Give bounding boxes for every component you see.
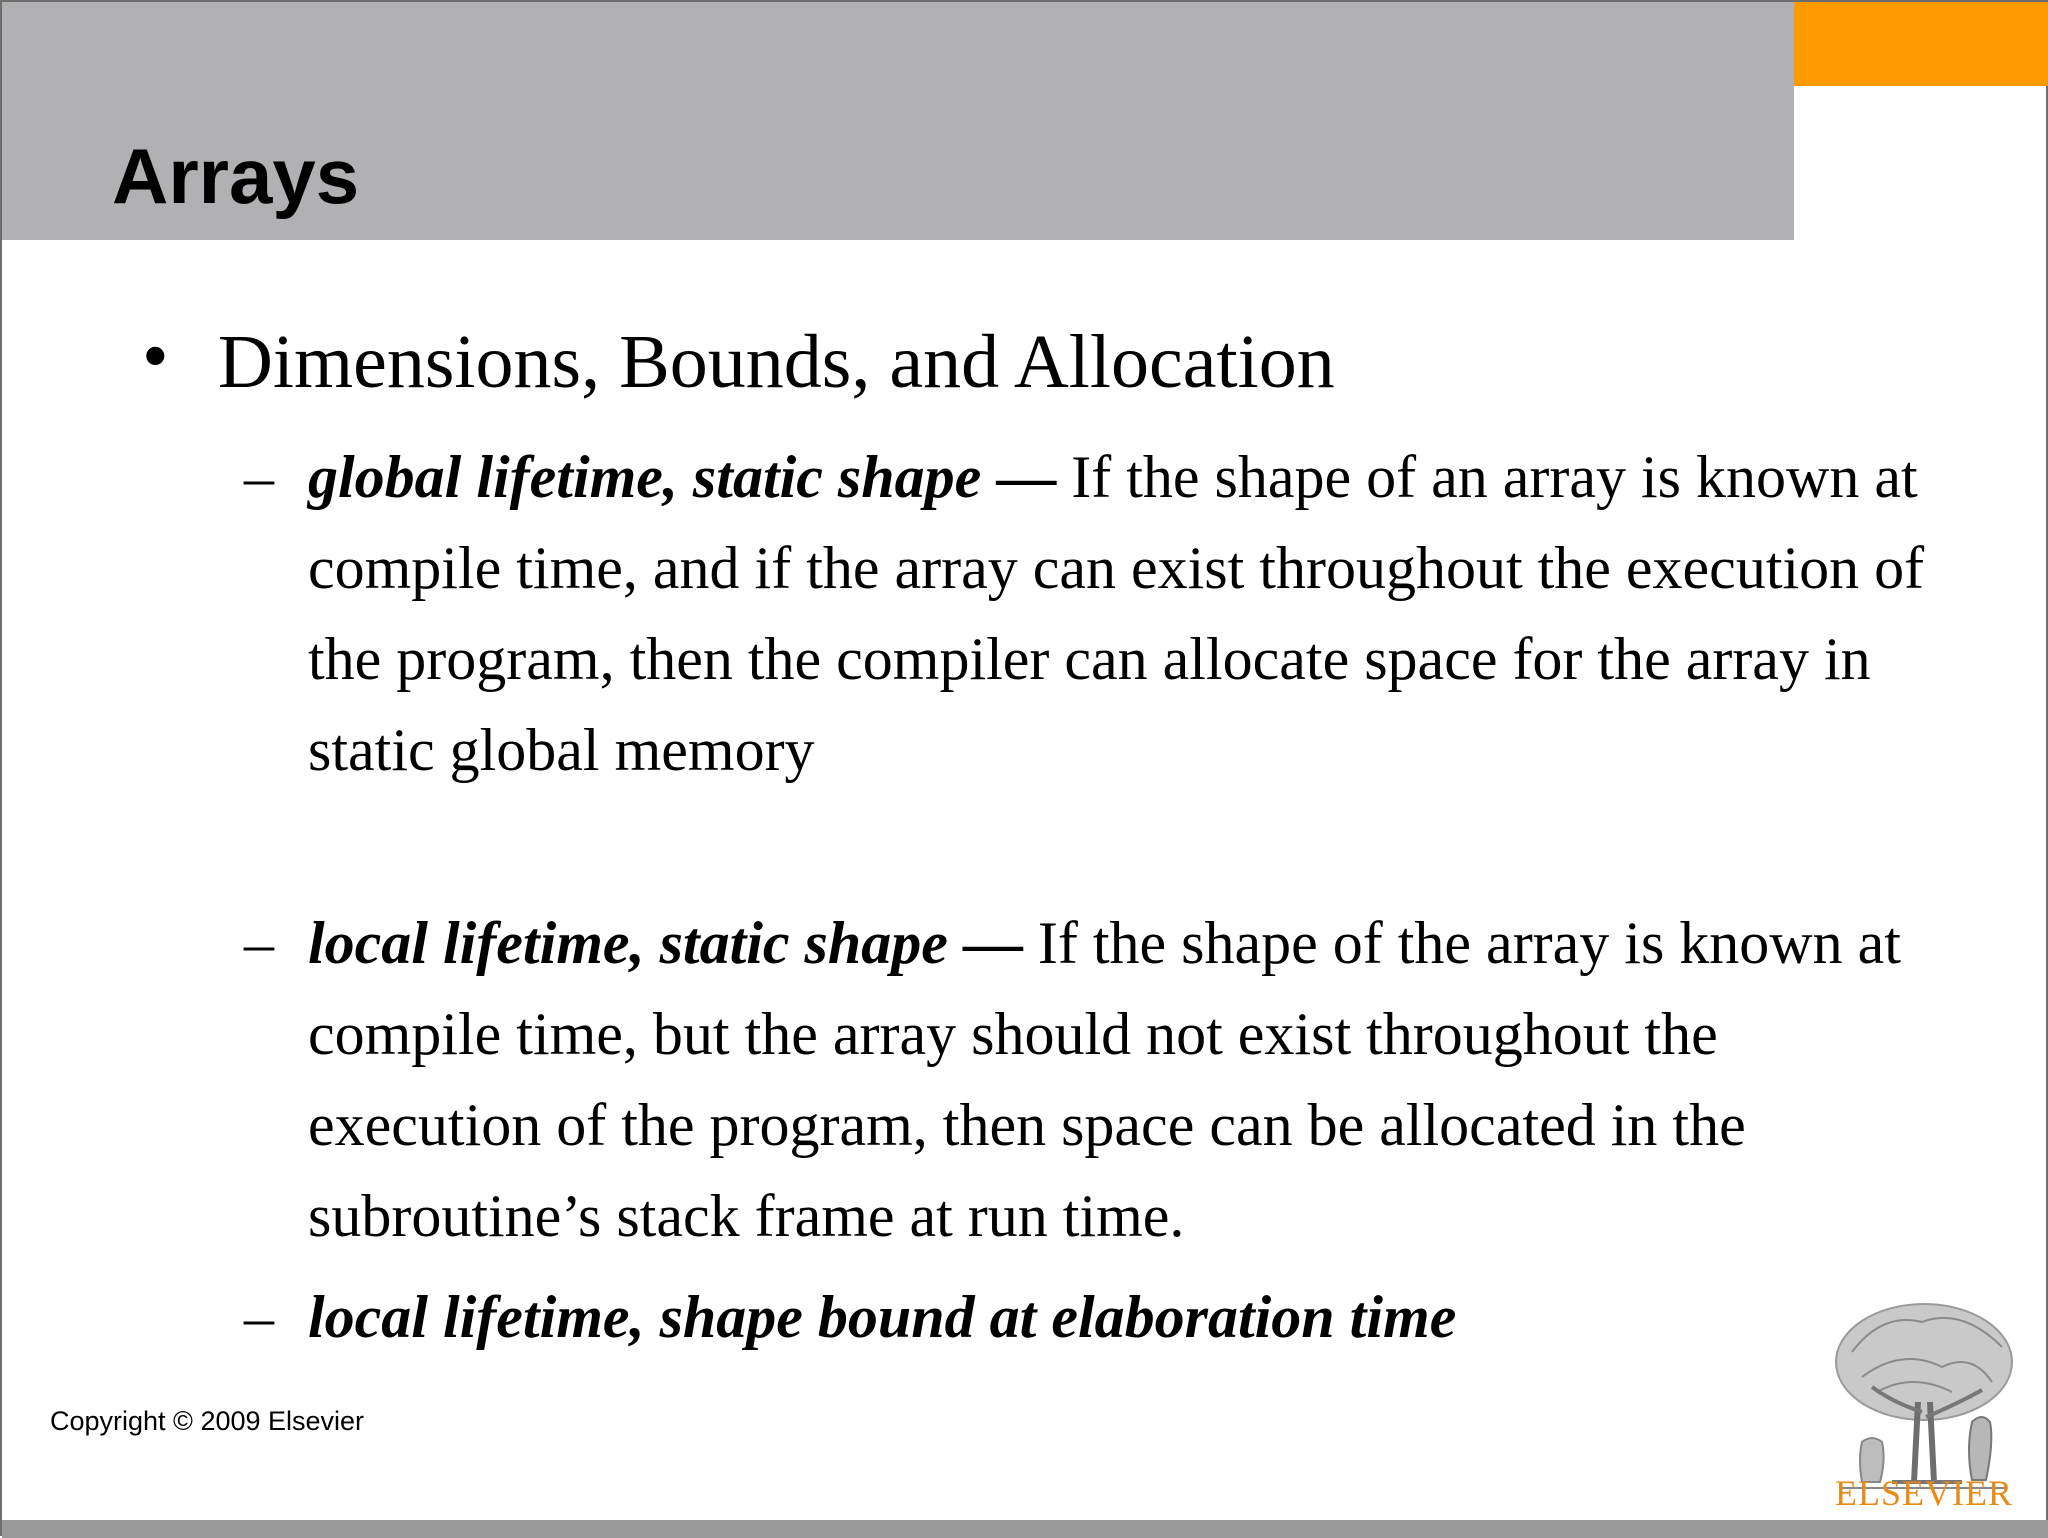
sub-item-body [308,432,1948,796]
sub-item-separator: — [947,910,1038,976]
sub-item-term: global lifetime, static shape [308,444,982,510]
sub-item-separator: — [981,444,1072,510]
sub-item-body [308,1272,1948,1363]
slide-title: Arrays [112,132,360,220]
accent-block [1794,2,2048,86]
elsevier-logo-text: ELSEVIER [1835,1473,2013,1513]
bullet-marker: • [142,314,169,398]
sub-item-text: If the shape of the array is known at compile time, but the array should not exist throughout the execution of the program, then space can be allocated in the subroutine’s stack frame at run time. [308,910,1901,1249]
sub-item-dash: – [244,910,274,976]
sub-item-body [308,898,1948,1262]
sub-item-dash: – [244,1284,274,1350]
bullet-text: Dimensions, Bounds, and Allocation [218,320,1335,404]
sub-item-dash: – [244,444,274,510]
sub-item-term: local lifetime, shape bound at elaboration time [308,1284,1457,1350]
sub-item-text: If the shape of an array is known at compile time, and if the array can exist throughout the execution of the program, then the compiler can allocate space for the array in static global memory [308,444,1925,783]
bottom-rule [2,1520,2048,1538]
sub-item-term: local lifetime, static shape [308,910,948,976]
copyright-notice: Copyright © 2009 Elsevier [50,1406,365,1436]
